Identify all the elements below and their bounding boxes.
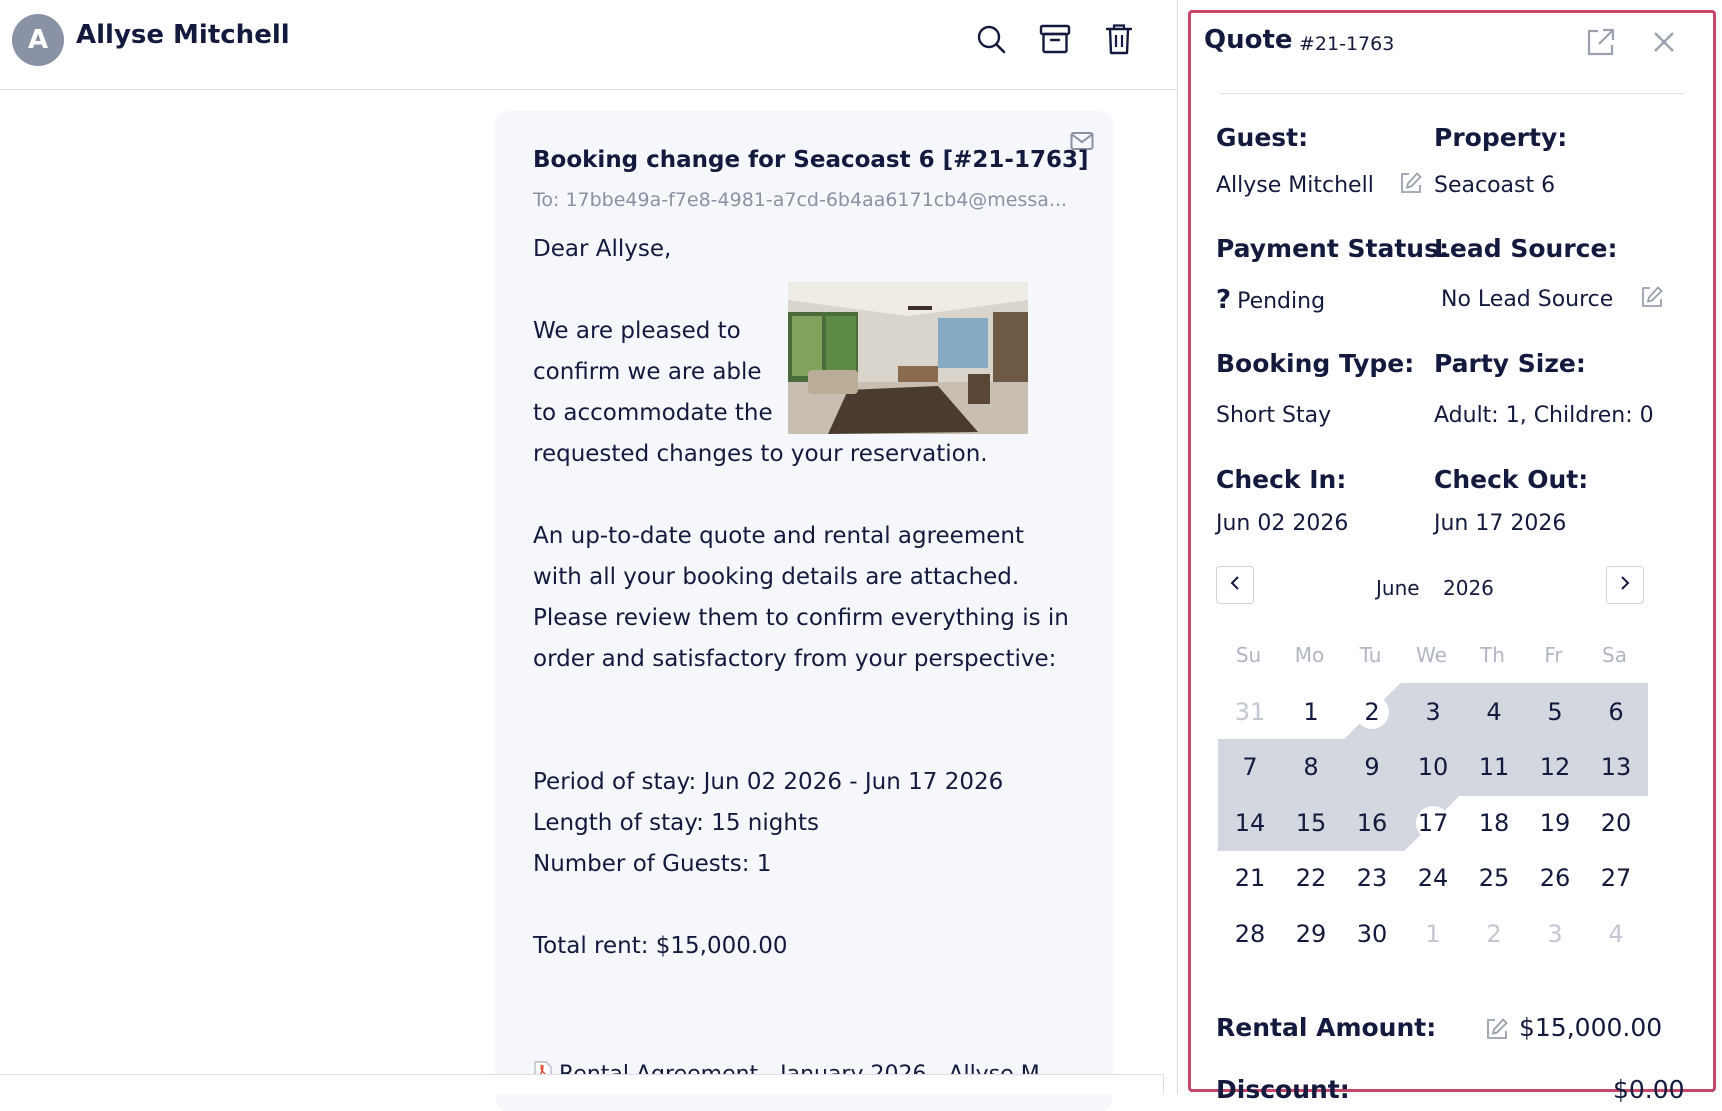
trash-icon[interactable] [1100, 20, 1138, 58]
edit-guest-icon[interactable] [1399, 171, 1423, 199]
calendar-day-label: 15 [1295, 808, 1327, 837]
quote-title: Quote [1204, 25, 1293, 55]
calendar-day[interactable] [1279, 683, 1343, 740]
calendar-day-label: 1 [1425, 919, 1441, 948]
composer-edge [0, 1074, 1164, 1094]
rental-amount-value: $15,000.00 [1519, 1013, 1663, 1042]
message-subject: Booking change for Seacoast 6 [#21-1763] [533, 147, 1089, 173]
message-recipient: To: 17bbe49a-f7e8-4981-a7cd-6b4aa6171cb4@messa... [533, 189, 1068, 211]
edit-lead-source-icon[interactable] [1640, 285, 1664, 313]
calendar-day[interactable] [1340, 905, 1404, 962]
calendar-day-label: 14 [1234, 808, 1266, 837]
calendar-day-label: 7 [1242, 753, 1258, 781]
calendar-day[interactable] [1462, 683, 1526, 740]
lead-source-label: Lead Source: [1434, 234, 1618, 263]
calendar-day-label: 27 [1600, 864, 1632, 892]
calendar-day[interactable] [1584, 683, 1648, 740]
calendar-day-label: 18 [1478, 808, 1510, 837]
calendar-day-label: 19 [1539, 808, 1571, 837]
open-external-icon[interactable] [1586, 27, 1616, 61]
calendar-day[interactable] [1218, 739, 1282, 796]
calendar-day [1218, 683, 1282, 740]
calendar-day[interactable] [1523, 794, 1587, 851]
calendar-day[interactable] [1462, 794, 1526, 851]
guest-label: Guest: [1216, 123, 1309, 152]
calendar-day[interactable] [1218, 850, 1282, 907]
property-value: Seacoast 6 [1434, 173, 1556, 198]
payment-status-label: Payment Status: [1216, 234, 1449, 263]
calendar-day[interactable] [1584, 739, 1648, 796]
calendar-day[interactable] [1462, 739, 1526, 796]
calendar-day[interactable] [1462, 850, 1526, 907]
message-length: Length of stay: 15 nights [533, 810, 819, 836]
question-icon: ? [1216, 285, 1232, 315]
calendar-day-label: 5 [1547, 697, 1563, 726]
calendar-day-label: 28 [1234, 919, 1266, 948]
check-in-label: Check In: [1216, 465, 1347, 494]
calendar-month[interactable]: June [1376, 576, 1420, 600]
calendar-day-label: 21 [1234, 864, 1266, 892]
chevron-left-icon [1228, 575, 1242, 595]
message-guests: Number of Guests: 1 [533, 851, 772, 877]
calendar-day-label: 16 [1356, 808, 1388, 837]
edit-rental-amount-icon[interactable] [1485, 1017, 1509, 1045]
discount-value: $0.00 [1613, 1075, 1685, 1104]
weekday-label: We [1416, 643, 1447, 667]
booking-type-label: Booking Type: [1216, 349, 1415, 378]
calendar-day-label: 22 [1295, 864, 1327, 892]
weekday-label: Fr [1544, 643, 1563, 667]
calendar-year[interactable]: 2026 [1443, 576, 1494, 600]
calendar-day-label: 3 [1547, 919, 1563, 948]
guest-value: Allyse Mitchell [1216, 173, 1374, 198]
range-end-marker [1416, 806, 1450, 840]
message-paragraph-2: An up-to-date quote and rental agreement with all your booking details are attached. Please review them to confirm everything is in order and satisfactory from your perspective: [533, 523, 1069, 672]
weekday-label: Sa [1602, 643, 1627, 667]
calendar-day[interactable] [1218, 905, 1282, 962]
message-list[interactable] [0, 91, 1178, 1061]
prev-month-button[interactable] [1216, 566, 1254, 604]
party-size-value: Adult: 1, Children: 0 [1434, 403, 1654, 428]
calendar-day[interactable] [1401, 794, 1465, 851]
calendar-day[interactable] [1340, 739, 1404, 796]
calendar-day-label: 4 [1608, 919, 1624, 948]
calendar-day-label: 24 [1417, 864, 1449, 892]
calendar-day-label: 30 [1356, 919, 1388, 948]
calendar-day-label: 26 [1539, 864, 1571, 892]
message-card [495, 111, 1113, 1111]
message-period: Period of stay: Jun 02 2026 - Jun 17 2026 [533, 769, 1004, 795]
calendar-day[interactable] [1401, 850, 1465, 907]
property-label: Property: [1434, 123, 1568, 152]
calendar-day-label: 25 [1478, 864, 1510, 892]
rental-amount-label: Rental Amount: [1216, 1013, 1437, 1042]
calendar-day-label: 20 [1600, 808, 1632, 837]
calendar-day[interactable] [1523, 850, 1587, 907]
calendar-day[interactable] [1279, 739, 1343, 796]
check-out-value: Jun 17 2026 [1434, 511, 1567, 536]
property-photo [788, 282, 1028, 434]
calendar-day [1584, 905, 1648, 962]
calendar-day-label: 10 [1417, 753, 1449, 781]
lead-source-value: No Lead Source [1441, 287, 1614, 312]
calendar-day-label: 9 [1364, 753, 1380, 781]
calendar-day-label: 11 [1478, 753, 1510, 781]
range-start-marker [1355, 695, 1389, 729]
weekday-label: Mo [1294, 643, 1325, 667]
calendar-day-label: 8 [1303, 753, 1319, 781]
calendar-day[interactable] [1340, 794, 1404, 851]
check-in-value: Jun 02 2026 [1216, 511, 1349, 536]
calendar-day[interactable] [1401, 739, 1465, 796]
calendar-day-label: 29 [1295, 919, 1327, 948]
calendar-day [1401, 905, 1465, 962]
next-month-button[interactable] [1606, 566, 1644, 604]
calendar-day[interactable] [1218, 794, 1282, 851]
calendar-day-label: 1 [1303, 697, 1319, 726]
weekday-label: Tu [1359, 643, 1382, 667]
quote-divider [1219, 93, 1685, 94]
archive-icon[interactable] [1036, 20, 1074, 58]
calendar-day-label: 13 [1600, 753, 1632, 781]
calendar-day-label: 12 [1539, 753, 1571, 781]
calendar-day [1523, 905, 1587, 962]
weekday-label: Su [1235, 643, 1262, 667]
calendar-day-label: 6 [1608, 697, 1624, 726]
discount-label: Discount: [1216, 1075, 1350, 1104]
calendar-day-label: 3 [1425, 697, 1441, 726]
calendar-day [1462, 905, 1526, 962]
calendar-day[interactable] [1279, 850, 1343, 907]
close-icon[interactable] [1651, 29, 1677, 59]
check-out-label: Check Out: [1434, 465, 1589, 494]
search-icon[interactable] [972, 20, 1010, 58]
calendar-day[interactable] [1584, 850, 1648, 907]
calendar-day[interactable] [1340, 850, 1404, 907]
calendar-day-label: 31 [1234, 697, 1266, 726]
calendar-day[interactable] [1523, 739, 1587, 796]
calendar-day[interactable] [1340, 683, 1404, 740]
payment-status-value [1216, 285, 1325, 315]
weekday-label: Th [1480, 643, 1505, 667]
calendar-day[interactable] [1279, 794, 1343, 851]
party-size-label: Party Size: [1434, 349, 1586, 378]
calendar-day-label: 2 [1364, 697, 1380, 726]
calendar-day-label: 2 [1486, 919, 1502, 948]
calendar-day[interactable] [1279, 905, 1343, 962]
calendar-day[interactable] [1584, 794, 1648, 851]
chevron-right-icon [1618, 575, 1632, 595]
avatar: A [12, 14, 64, 66]
calendar-day-label: 23 [1356, 864, 1388, 892]
message-greeting: Dear Allyse, [533, 236, 672, 262]
payment-status-text: Pending [1237, 289, 1326, 314]
message-body [533, 229, 1073, 967]
message-paragraph-1: We are pleased to confirm we are able to accommodate the requested changes to your reservation. [533, 318, 988, 467]
calendar-day[interactable] [1523, 683, 1587, 740]
conversation-header [0, 0, 1178, 90]
calendar-day[interactable] [1401, 683, 1465, 740]
calendar-day-label: 17 [1417, 808, 1449, 837]
quote-panel [1188, 10, 1716, 1104]
booking-type-value: Short Stay [1216, 403, 1332, 428]
calendar-day-label: 4 [1486, 697, 1502, 726]
quote-number: #21-1763 [1299, 33, 1395, 55]
contact-name: Allyse Mitchell [76, 20, 290, 50]
message-total: Total rent: $15,000.00 [533, 933, 788, 959]
